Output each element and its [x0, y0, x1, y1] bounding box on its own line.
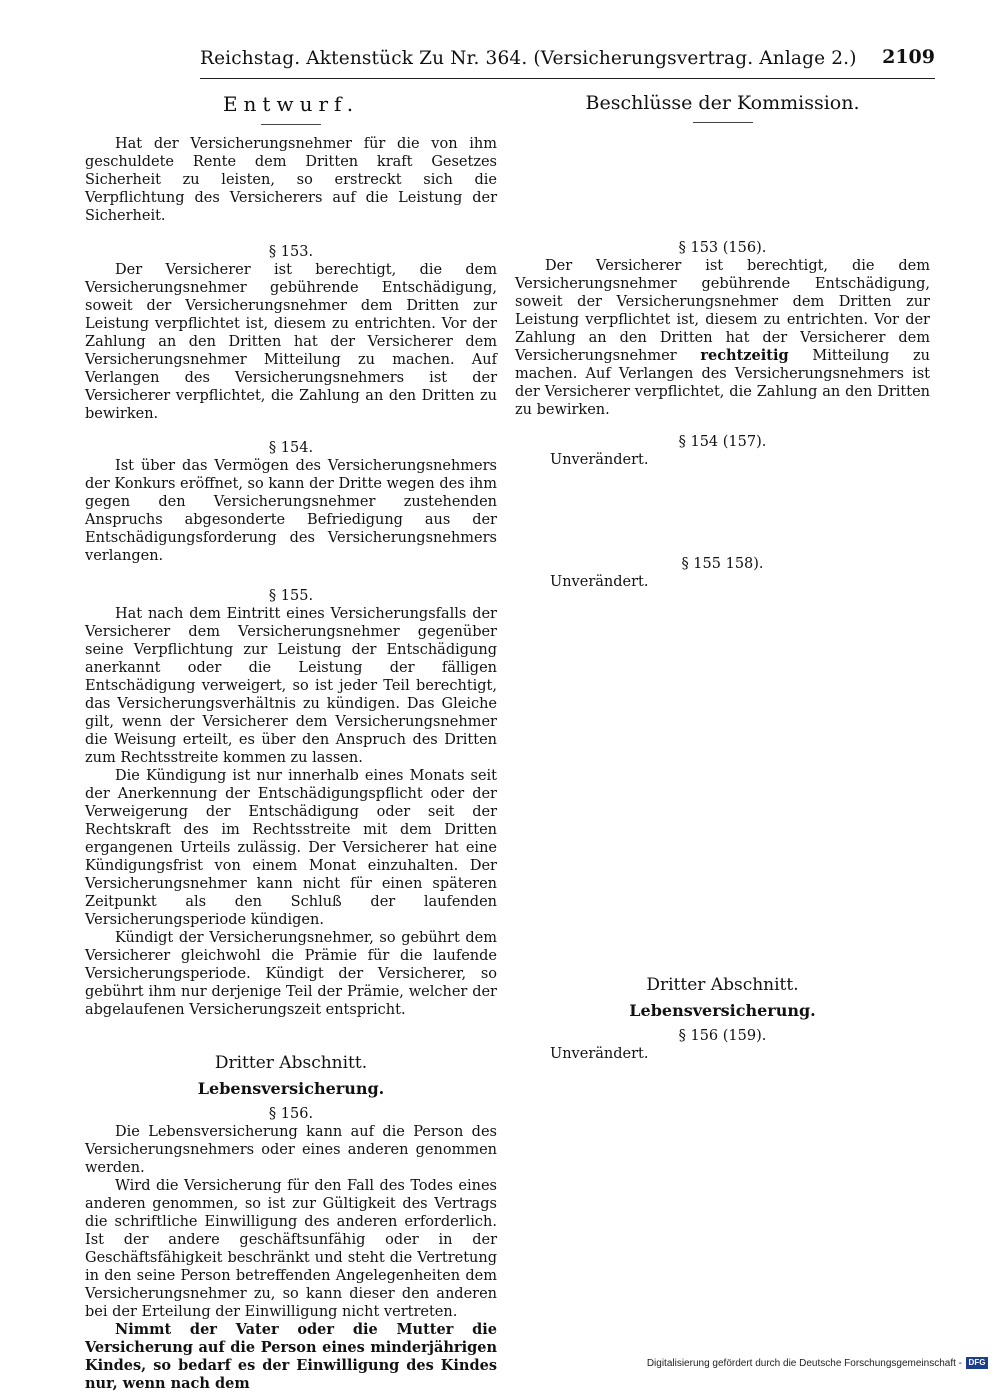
- header-rule: [200, 78, 935, 79]
- section-155-text: Unverändert.: [550, 574, 649, 590]
- section-155-paragraph-2: Die Kündigung ist nur innerhalb eines Monats seit der Anerkennung der Entschädigungspflicht oder der Verweigerung der Entschädigung oder seit der Rechtskraft des im Rechtsstreite mit dem Dritten ergangenen Urteils zulässig. Der Versicherer hat eine Kündigungsfrist von einem Monat einzuhalten. Der Versicherungsnehmer kann nicht für einen späteren Zeitpunkt als den Schluß der laufenden Versicherungsperiode kündigen.: [85, 768, 497, 928]
- footer: [647, 1357, 988, 1369]
- left-column: [85, 86, 497, 1393]
- section-154-text: Unverändert.: [550, 452, 649, 468]
- section-156-paragraph-2: Wird die Versicherung für den Fall des Todes eines anderen genommen, so ist zur Gültigkeit des Vertrags die schriftliche Einwilligung des anderen erforderlich. Ist der andere geschäftsunfähig oder in der Geschäftsfähigkeit beschränkt und steht die Vertretung in den seine Person betreffenden Angelegenheiten dem Versicherungsnehmer zu, so kann dieser den anderen bei der Erteilung der Einwilligung nicht vertreten.: [85, 1178, 497, 1320]
- chapter-title: Dritter Abschnitt.: [646, 975, 799, 995]
- section-156-paragraph-3: Nimmt der Vater oder die Mutter die Versicherung auf die Person eines minderjährigen Kindes, so bedarf es der Einwilligung des Kindes nur, wenn nach dem: [85, 1321, 497, 1392]
- section-153-emphasis: rechtzeitig: [700, 347, 789, 364]
- section-154-title: § 154 (157).: [678, 434, 767, 450]
- left-column-heading: Entwurf.: [222, 92, 360, 116]
- section-155-title: § 155 158).: [681, 556, 764, 572]
- header-title: Reichstag. Aktenstück Zu Nr. 364. (Versicherungsvertrag. Anlage 2.): [200, 48, 857, 69]
- right-column-heading: Beschlüsse der Kommission.: [585, 92, 860, 114]
- section-154-title: § 154.: [268, 440, 314, 456]
- section-155-paragraph-1: Hat nach dem Eintritt eines Versicherungsfalls der Versicherer dem Versicherungsnehmer gegenüber seine Verpflichtung zur Leistung der Entschädigung anerkannt oder die Leistung der fälligen Entschädigung verweigert, so ist jeder Teil berechtigt, das Versicherungsverhältnis zu kündigen. Das Gleiche gilt, wenn der Versicherer dem Versicherungsnehmer die Weisung erteilt, es über den Anspruch des Dritten zum Rechtsstreite kommen zu lassen.: [85, 606, 497, 766]
- section-155-paragraph-3: Kündigt der Versicherungsnehmer, so gebührt dem Versicherer gleichwohl die Prämie für die laufende Versicherungsperiode. Kündigt der Versicherer, so gebührt ihm nur derjenige Teil der Prämie, welcher der abgelaufenen Versicherungszeit entspricht.: [85, 930, 497, 1018]
- footer-text: Digitalisierung gefördert durch die Deutsche Forschungsgemeinschaft -: [646, 1357, 962, 1369]
- section-156-title: § 156 (159).: [678, 1028, 767, 1044]
- chapter-subtitle: Lebensversicherung.: [197, 1079, 385, 1098]
- section-156-title: § 156.: [268, 1106, 314, 1122]
- section-153-title: § 153.: [268, 244, 314, 260]
- section-153-title: § 153 (156).: [678, 240, 767, 256]
- section-155-title: § 155.: [268, 588, 314, 604]
- chapter-subtitle: Lebensversicherung.: [629, 1001, 816, 1020]
- chapter-title: Dritter Abschnitt.: [214, 1053, 368, 1073]
- section-156-text: Unverändert.: [550, 1046, 649, 1062]
- section-153-text: Der Versicherer ist berechtigt, die dem Versicherungsnehmer gebührende Entschädigung, soweit der Versicherungsnehmer dem Dritten zur Leistung verpflichtet ist, diesem zu entrichten. Vor der Zahlung an den Dritten hat der Versicherer dem Versicherungsnehmer Mitteilung zu machen. Auf Verlangen des Versicherungsnehmers ist der Versicherer verpflichtet, die Zahlung an den Dritten zu bewirken.: [85, 262, 497, 422]
- section-153-text-b: Mitteilung zu machen. Auf Verlangen des Versicherungsnehmers ist der Versicherer verpflichtet, die Zahlung an den Dritten zu bewirken.: [515, 348, 931, 418]
- section-154-text: Ist über das Vermögen des Versicherungsnehmers der Konkurs eröffnet, so kann der Dritte wegen des ihm gegen den Versicherungsnehmer zustehenden Anspruchs abgesonderte Befriedigung aus der Entschädigungsforderung des Versicherungsnehmers verlangen.: [85, 458, 497, 564]
- dfg-logo: DFG: [966, 1357, 988, 1369]
- section-153-text-a: Der Versicherer ist berechtigt, die dem Versicherungsnehmer gebührende Entschädigung, soweit der Versicherungsnehmer dem Dritten zur Leistung verpflichtet ist, diesem zu entrichten. Vor der Zahlung an den Dritten hat der Versicherer dem Versicherungsnehmer: [515, 258, 930, 364]
- section-153-text: [515, 257, 930, 419]
- heading-rule: [261, 124, 321, 125]
- intro-paragraph: Hat der Versicherungsnehmer für die von ihm geschuldete Rente dem Dritten kraft Gesetzes Sicherheit zu leisten, so erstreckt sich die Verpflichtung des Versicherers auf die Leistung der Sicherheit.: [85, 136, 497, 224]
- page-number: 2109: [882, 46, 935, 68]
- page-header: [200, 44, 935, 74]
- section-156-paragraph-1: Die Lebensversicherung kann auf die Person des Versicherungsnehmers oder eines anderen genommen werden.: [85, 1124, 497, 1176]
- heading-rule: [693, 122, 753, 123]
- right-column: [515, 86, 930, 1063]
